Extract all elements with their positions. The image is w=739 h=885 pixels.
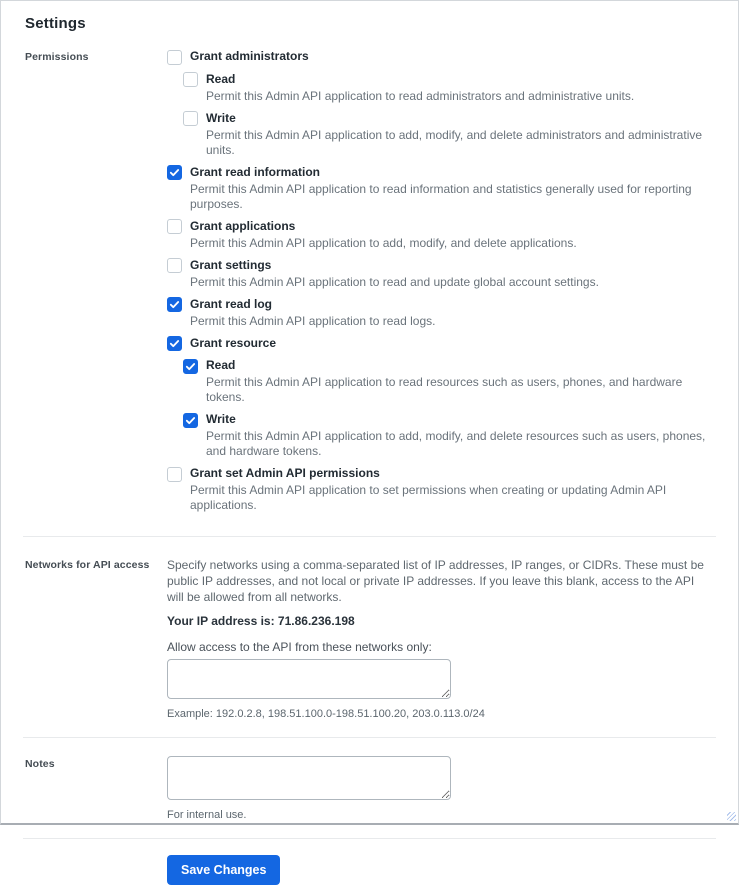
permission-label-grant-administrators-write[interactable]: Write: [206, 110, 236, 125]
actions-section: [1, 839, 738, 885]
page-title: Settings: [25, 15, 86, 32]
permission-description-grant-read-log: Permit this Admin API application to read logs.: [190, 313, 436, 328]
checkbox-grant-set-admin-api-permissions[interactable]: [167, 467, 182, 482]
checkbox-grant-administrators[interactable]: [167, 50, 182, 65]
notes-content: [167, 756, 710, 822]
checkbox-grant-read-information[interactable]: [167, 165, 182, 180]
permission-label-grant-resource[interactable]: Grant resource: [190, 335, 277, 350]
permissions-section: [1, 49, 738, 520]
permission-item-body: [190, 297, 435, 329]
permission-label-grant-read-log[interactable]: Grant read log: [190, 296, 273, 311]
networks-example-hint: Example: 192.0.2.8, 198.51.100.0-198.51.100.20, 203.0.113.0/24: [167, 708, 485, 720]
permission-description-grant-set-admin-api-permissions: Permit this Admin API application to set permissions when creating or updating Admin API applications.: [190, 483, 667, 512]
permission-item-grant-administrators-read: [183, 72, 710, 104]
actions-content: [167, 855, 710, 885]
checkbox-grant-settings[interactable]: [167, 258, 182, 273]
permission-description-grant-resource-read: Permit this Admin API application to read resources such as users, phones, and hardware tokens.: [206, 375, 683, 404]
permission-item-body: [206, 72, 634, 104]
networks-textarea-label: Allow access to the API from these networks only:: [167, 640, 432, 654]
permission-item-body: [190, 258, 599, 290]
permission-label-grant-read-information[interactable]: Grant read information: [190, 164, 321, 179]
permission-label-grant-set-admin-api-permissions[interactable]: Grant set Admin API permissions: [190, 466, 380, 480]
checkbox-grant-resource[interactable]: [167, 336, 182, 351]
permission-item-grant-resource: [167, 336, 710, 352]
permission-description-grant-read-information: Permit this Admin API application to read information and statistics generally used for reporting purposes.: [190, 181, 692, 211]
notes-textarea[interactable]: [167, 756, 451, 800]
permission-label-grant-administrators[interactable]: Grant administrators: [190, 49, 309, 63]
permission-description-grant-administrators-read: Permit this Admin API application to read administrators and administrative units.: [206, 88, 635, 103]
permission-item-grant-resource-read: [183, 358, 710, 405]
checkbox-grant-applications[interactable]: [167, 219, 182, 234]
checkbox-grant-resource-write[interactable]: [183, 413, 198, 428]
networks-content: [167, 557, 710, 721]
actions-spacer: [25, 855, 167, 857]
checkbox-grant-administrators-read[interactable]: [183, 72, 198, 87]
networks-section-label: Networks for API access: [25, 559, 150, 571]
notes-section-label: Notes: [25, 758, 55, 770]
resize-grip-icon[interactable]: [727, 812, 736, 821]
permissions-section-label: Permissions: [25, 51, 89, 63]
permission-item-grant-set-admin-api-permissions: [167, 466, 710, 513]
networks-section: [1, 537, 738, 721]
permission-item-grant-administrators-write: [183, 111, 710, 158]
permission-label-grant-resource-read[interactable]: Read: [206, 358, 236, 372]
permissions-list: [167, 49, 710, 520]
permission-description-grant-resource-write: Permit this Admin API application to add, modify, and delete resources such as users, phones, and hardware tokens.: [206, 429, 706, 458]
checkmark-icon: [185, 415, 196, 426]
checkmark-icon: [169, 338, 180, 349]
checkbox-grant-resource-read[interactable]: [183, 359, 198, 374]
checkbox-grant-read-log[interactable]: [167, 297, 182, 312]
permission-item-body: [190, 219, 577, 251]
your-ip-address: Your IP address is: 71.86.236.198: [167, 614, 355, 628]
permission-description-grant-settings: Permit this Admin API application to read and update global account settings.: [190, 274, 599, 289]
permission-item-body: [190, 49, 309, 64]
permission-label-grant-administrators-read[interactable]: Read: [206, 71, 236, 86]
permission-item-body: [190, 165, 710, 212]
networks-textarea[interactable]: [167, 659, 451, 699]
permission-description-grant-administrators-write: Permit this Admin API application to add, modify, and delete administrators and administrative units.: [206, 127, 703, 157]
permission-item-body: [206, 111, 710, 158]
permission-item-grant-read-log: [167, 297, 710, 329]
networks-description: Specify networks using a comma-separated list of IP addresses, IP ranges, or CIDRs. These must be public IP addresses, and not local or private IP addresses. If you leave this blank, access to the API will be allowed from all networks.: [167, 558, 704, 604]
permission-description-grant-applications: Permit this Admin API application to add, modify, and delete applications.: [190, 235, 577, 250]
checkmark-icon: [185, 361, 196, 372]
permission-label-grant-settings[interactable]: Grant settings: [190, 257, 272, 272]
permission-item-grant-read-information: [167, 165, 710, 212]
permission-item-body: [206, 358, 710, 405]
notes-section: [1, 738, 738, 822]
permission-item-body: [206, 412, 710, 459]
permission-item-grant-resource-write: [183, 412, 710, 459]
save-changes-button[interactable]: Save Changes: [167, 855, 280, 885]
permission-item-grant-settings: [167, 258, 710, 290]
notes-hint: For internal use.: [167, 809, 247, 821]
permission-item-grant-administrators: [167, 49, 710, 65]
permission-item-body: [190, 336, 276, 351]
permission-item-grant-applications: [167, 219, 710, 251]
permission-label-grant-applications[interactable]: Grant applications: [190, 218, 296, 233]
checkmark-icon: [169, 299, 180, 310]
permission-label-grant-resource-write[interactable]: Write: [206, 412, 236, 426]
checkbox-grant-administrators-write[interactable]: [183, 111, 198, 126]
permission-item-body: [190, 466, 710, 513]
checkmark-icon: [169, 167, 180, 178]
